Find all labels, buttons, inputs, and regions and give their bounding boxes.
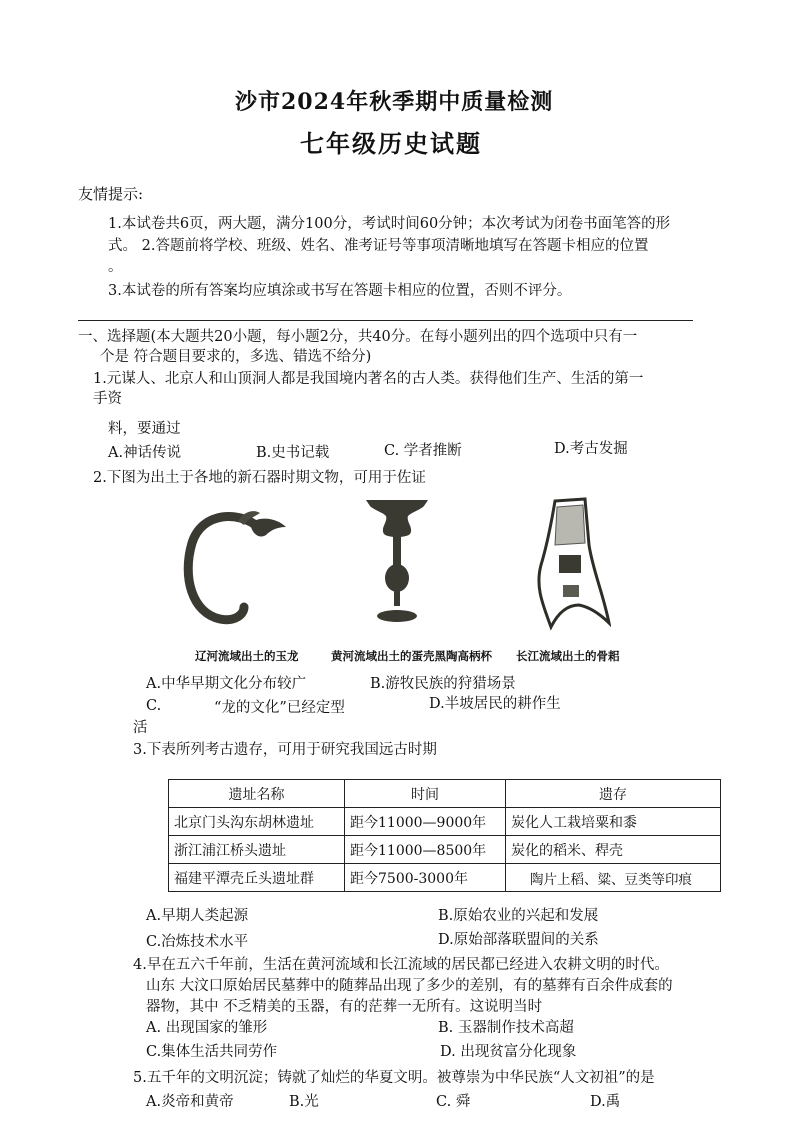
section1-heading-line1: 一、选择题(本大题共20小题，每小题2分，共40分。在每小题列出的四个选项中只有一 bbox=[78, 329, 638, 345]
q2-option-c: “龙的文化”已经定型 bbox=[214, 700, 345, 716]
notice-label: 友情提示: bbox=[78, 185, 144, 203]
q1-option-d: D.考古发掘 bbox=[554, 441, 628, 457]
notice-item1-line3: 。 bbox=[108, 259, 123, 275]
q4-stem-line2: 山东 大汶口原始居民墓葬中的随葬品出现了多少的差别，有的墓葬有百余件成套的 bbox=[146, 978, 673, 994]
q1-option-c: C. 学者推断 bbox=[384, 443, 462, 459]
q4-option-b: B. 玉器制作技术高超 bbox=[438, 1020, 574, 1036]
table-header-time: 时间 bbox=[345, 780, 506, 808]
q3-option-b: B.原始农业的兴起和发展 bbox=[438, 908, 599, 924]
q1-stem-line2: 手资 bbox=[93, 391, 122, 407]
q5-stem: 5.五千年的文明沉淀；铸就了灿烂的华夏文明。被尊崇为中华民族“人文初祖”的是 bbox=[133, 1070, 655, 1086]
jade-dragon-icon bbox=[180, 505, 300, 630]
table-header-row bbox=[169, 780, 721, 808]
table-cell: 炭化的稻米、稈壳 bbox=[506, 836, 721, 864]
q3-option-c: C.冶炼技术水平 bbox=[146, 934, 249, 950]
black-pottery-cup-icon bbox=[362, 494, 432, 626]
q1-option-a: A.神话传说 bbox=[108, 445, 182, 461]
table-cell: 陶片上稻、粱、豆类等印痕 bbox=[506, 864, 721, 892]
q1-option-b: B.史书记载 bbox=[256, 445, 330, 461]
divider bbox=[78, 320, 693, 321]
q3-option-d: D.原始部落联盟间的关系 bbox=[438, 932, 599, 948]
table-header-remains: 遗存 bbox=[506, 780, 721, 808]
q5-option-a: A.炎帝和黄帝 bbox=[146, 1094, 234, 1110]
table-cell: 浙江浦江桥头遗址 bbox=[169, 836, 345, 864]
artifact1-caption: 辽河流域出土的玉龙 bbox=[195, 649, 299, 663]
notice-item1-line2: 式。 2.答题前将学校、班级、姓名、准考证号等事项清晰地填写在答题卡相应的位置 bbox=[108, 238, 649, 254]
q4-option-c: C.集体生活共同劳作 bbox=[146, 1044, 278, 1060]
q2-option-d: D.半坡居民的耕作生 bbox=[429, 696, 561, 712]
artifact2-caption: 黄河流域出土的蛋壳黑陶高柄杯 bbox=[331, 649, 492, 663]
q4-stem-line3: 器物，其中 不乏精美的玉器，有的茫葬一无所有。这说明当时 bbox=[146, 999, 543, 1015]
q2-option-c-mark: C. bbox=[146, 698, 162, 714]
q2-option-d-wrap: 活 bbox=[133, 720, 148, 736]
table-header-site: 遗址名称 bbox=[169, 780, 345, 808]
page-subtitle: 七年级历史试题 bbox=[300, 129, 482, 158]
q5-option-b: B.光 bbox=[289, 1094, 319, 1110]
table-row bbox=[169, 808, 721, 836]
q5-option-d: D.禹 bbox=[590, 1094, 621, 1110]
table-cell: 距今11000—8500年 bbox=[345, 836, 506, 864]
sites-table bbox=[168, 779, 721, 892]
table-row bbox=[169, 864, 721, 892]
table-row bbox=[169, 836, 721, 864]
q4-stem-line1: 4.早在五六千年前，生活在黄河流域和长江流域的居民都已经进入农耕文明的时代。 bbox=[133, 957, 669, 973]
table-cell: 炭化人工栽培粟和黍 bbox=[506, 808, 721, 836]
q3-option-a: A.早期人类起源 bbox=[146, 908, 249, 924]
page-title: 沙市2024年秋季期中质量检测 bbox=[235, 89, 554, 115]
q2-stem: 2.下图为出土于各地的新石器时期文物，可用于佐证 bbox=[93, 470, 426, 486]
q4-option-a: A. 出现国家的雏形 bbox=[146, 1020, 268, 1036]
notice-item1-line1: 1.本试卷共6页，两大题，满分100分，考试时间60分钟；本次考试为闭卷书面笔答的形 bbox=[108, 216, 671, 232]
table-cell: 距今11000—9000年 bbox=[345, 808, 506, 836]
q1-stem-line3: 料，要通过 bbox=[108, 421, 181, 437]
bone-spade-icon bbox=[533, 495, 611, 633]
q1-stem-line1: 1.元谋人、北京人和山顶洞人都是我国境内著名的古人类。获得他们生产、生活的第一 bbox=[93, 371, 644, 387]
table-cell: 福建平潭壳丘头遗址群 bbox=[169, 864, 345, 892]
q4-option-d: D. 出现贫富分化现象 bbox=[440, 1044, 577, 1060]
q3-stem: 3.下表所列考古遗存，可用于研究我国远古时期 bbox=[133, 742, 437, 758]
artifact3-caption: 长江流域出土的骨耜 bbox=[516, 649, 620, 663]
section1-heading-line2: 个是 符合题目要求的，多选、错选不给分) bbox=[100, 349, 372, 365]
table-cell: 距今7500-3000年 bbox=[345, 864, 506, 892]
q5-option-c: C. 舜 bbox=[436, 1094, 471, 1110]
table-cell: 北京门头沟东胡林遗址 bbox=[169, 808, 345, 836]
notice-item3: 3.本试卷的所有答案均应填涂或书写在答题卡相应的位置，否则不评分。 bbox=[108, 283, 572, 299]
q2-option-a: A.中华早期文化分布较广 bbox=[146, 676, 307, 692]
q2-option-b: B.游牧民族的狩猎场景 bbox=[370, 676, 516, 692]
